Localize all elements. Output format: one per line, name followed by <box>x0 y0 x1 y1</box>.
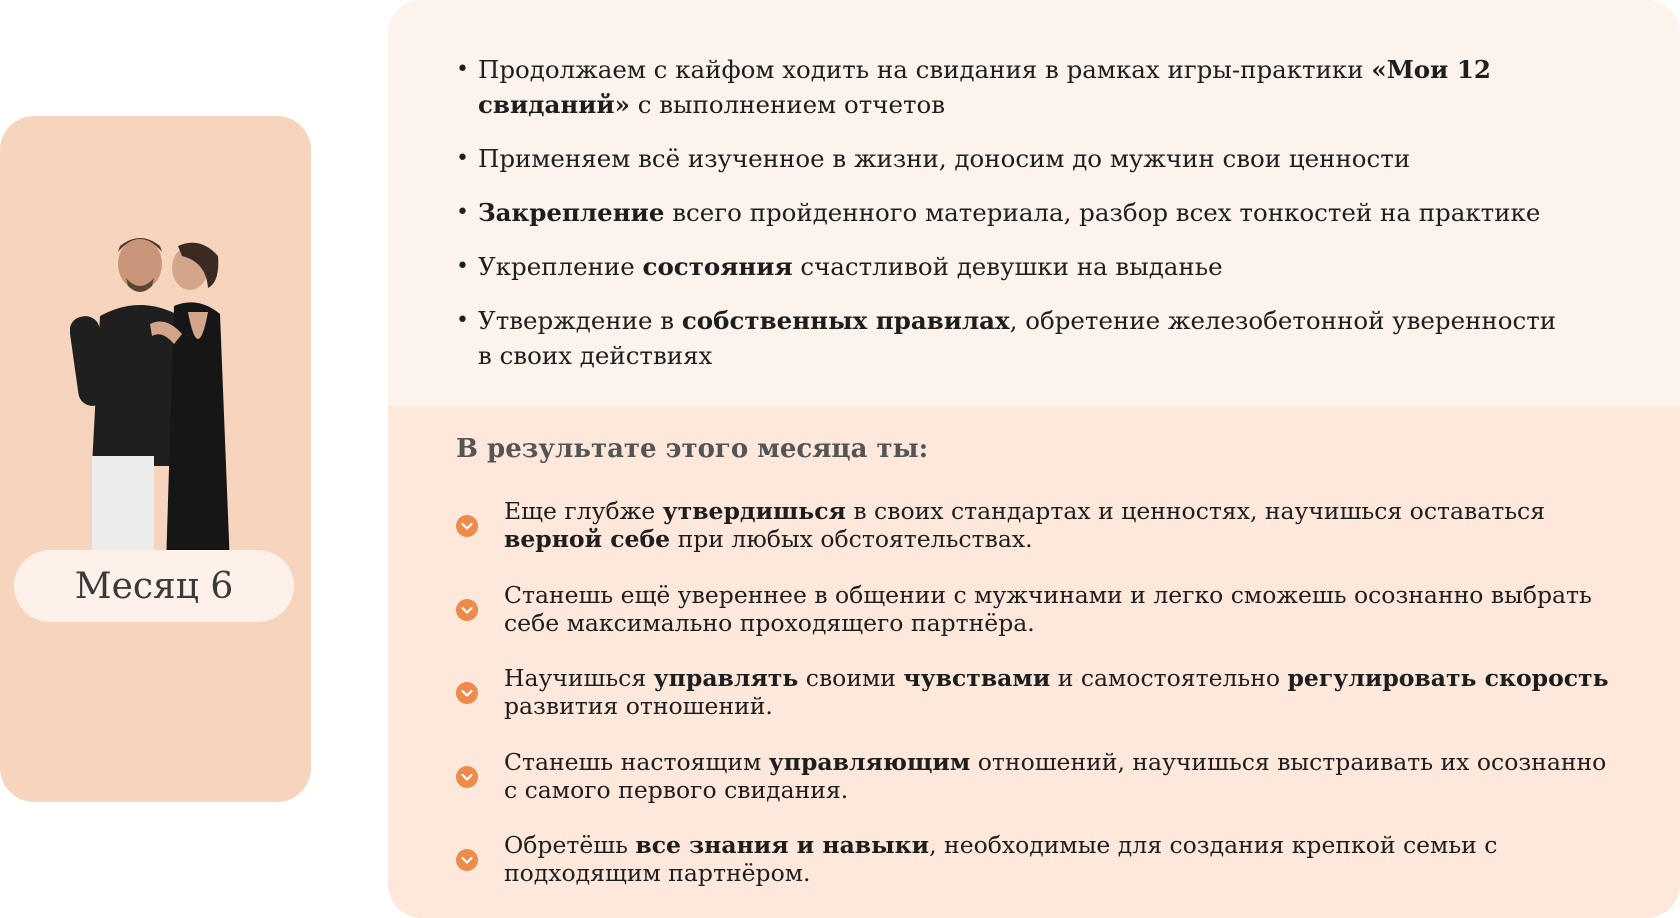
content-panel <box>388 0 1680 918</box>
text: в своих стандартах и ценностях, научишься оставаться <box>845 497 1546 525</box>
text: счастливой девушки на выданье <box>792 252 1223 281</box>
check-icon <box>456 682 478 704</box>
text: Еще глубже <box>504 497 663 525</box>
result-item <box>456 664 1626 720</box>
result-text <box>504 748 1606 804</box>
result-text <box>504 831 1497 887</box>
task-item <box>456 249 1576 284</box>
bold-text: чувствами <box>903 664 1051 692</box>
bold-text: Закрепление <box>478 198 665 227</box>
check-icon <box>456 599 478 621</box>
text: Научишься <box>504 664 654 692</box>
text: отношений, научишься выстраивать их осознанно с самого первого свидания. <box>504 747 1607 804</box>
result-item <box>456 497 1626 553</box>
result-item <box>456 748 1626 804</box>
bullet-icon: • <box>456 146 469 171</box>
month-card <box>0 116 311 802</box>
text: всего пройденного материала, разбор всех тонкостей на практике <box>664 198 1541 227</box>
bold-text: все знания и навыки <box>635 831 930 859</box>
check-icon <box>456 849 478 871</box>
bullet-icon: • <box>456 200 469 225</box>
text: при любых обстоятельствах. <box>670 525 1033 553</box>
task-item <box>456 141 1576 176</box>
result-item <box>456 831 1626 887</box>
tasks-section <box>388 0 1680 406</box>
result-text <box>504 497 1545 553</box>
text: Продолжаем с кайфом ходить на свидания в рамках игры-практики <box>478 55 1372 84</box>
text: Применяем всё изученное в жизни, доносим до мужчин свои ценности <box>478 144 1411 173</box>
text: Укрепление <box>478 252 643 281</box>
bullet-icon: • <box>456 57 469 82</box>
text: , необходимые для создания крепкой семьи с подходящим партнёром. <box>504 831 1498 887</box>
text: развития отношений. <box>504 692 773 720</box>
month-label: Месяц 6 <box>14 550 294 622</box>
check-icon <box>456 515 478 537</box>
results-title: В результате этого месяца ты: <box>456 434 929 464</box>
tasks-list <box>456 52 1576 392</box>
task-item <box>456 52 1576 122</box>
text: Утверждение в <box>478 306 682 335</box>
text: своими <box>798 664 904 692</box>
text: Станешь ещё увереннее в общении с мужчинами и легко сможешь осознанно выбрать себе максимально проходящего партнёра. <box>504 580 1592 637</box>
bold-text: управляющим <box>768 747 971 776</box>
text: Обретёшь <box>504 831 636 859</box>
task-item <box>456 303 1576 373</box>
result-item <box>456 581 1626 637</box>
bold-text: собственных правилах <box>681 306 1010 335</box>
text: с выполнением отчетов <box>629 90 946 119</box>
text: , обретение железобетонной уверенности в своих действиях <box>478 306 1557 370</box>
result-text <box>504 581 1592 637</box>
bold-text: регулировать скорость <box>1287 664 1609 692</box>
bold-text: «Мои 12 свиданий» <box>478 55 1491 119</box>
bold-text: состояния <box>642 252 793 281</box>
bullet-icon: • <box>456 254 469 279</box>
bold-text: верной себе <box>504 525 671 553</box>
result-text <box>504 664 1609 720</box>
text: Станешь настоящим <box>504 747 769 776</box>
bullet-icon: • <box>456 308 469 333</box>
bold-text: управлять <box>653 664 799 692</box>
results-list <box>456 497 1626 915</box>
bold-text: утвердишься <box>662 497 846 525</box>
check-icon <box>456 766 478 788</box>
couple-photo <box>70 216 250 566</box>
task-item <box>456 195 1576 230</box>
text: и самостоятельно <box>1050 664 1288 692</box>
